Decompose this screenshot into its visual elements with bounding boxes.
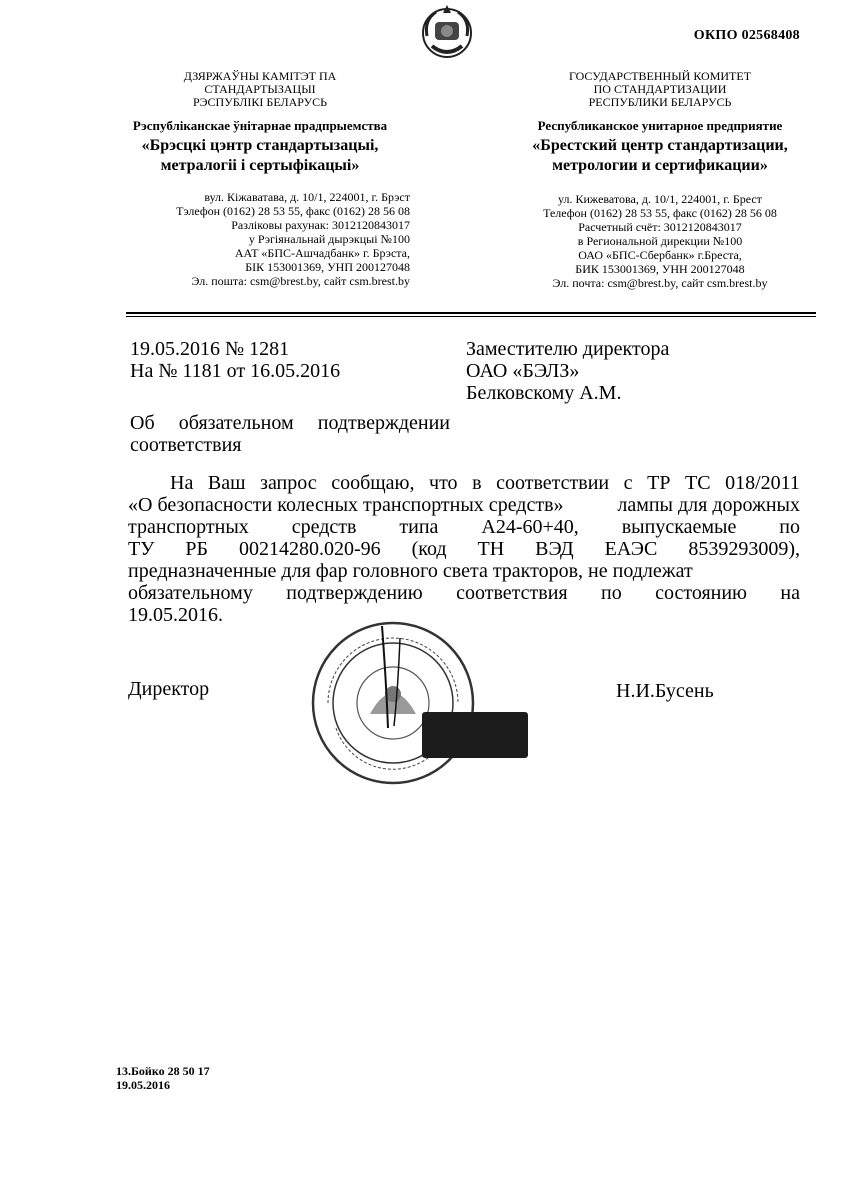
bic-line: БІК 153001369, УНП 200127048 [245, 260, 410, 274]
body-word: 00214280.020-96 [238, 538, 381, 560]
address-line: ул. Кижеватова, д. 10/1, 224001, г. Брест [558, 192, 762, 206]
bank-name-line: ААТ «БПС-Ашчадбанк» г. Брэста, [234, 246, 410, 260]
committee-name-line: ПО СТАНДАРТИЗАЦИИ [593, 82, 727, 96]
body-word: запрос [260, 472, 317, 494]
okpo-code: ОКПО 02568408 [693, 28, 800, 43]
body-word: лампы для дорожных [617, 494, 800, 516]
organization-name [110, 136, 410, 176]
body-word: ТС [685, 472, 711, 494]
body-word: предназначенные для фар головного света тракторов, не подлежат [128, 560, 693, 582]
body-word: ТН [477, 538, 505, 560]
enterprise-type: Рэспубліканскае ўнітарнае прадпрыемства [132, 118, 388, 133]
organization-name-line: «Брестский центр стандартизации, [532, 137, 788, 154]
signatory-title: Директор [128, 678, 210, 700]
body-word: 19.05.2016. [128, 604, 223, 626]
body-line [128, 472, 800, 494]
executor-note [116, 1064, 210, 1092]
body-line [128, 582, 800, 604]
phone-line: Телефон (0162) 28 53 55, факс (0162) 28 56 08 [543, 206, 777, 220]
body-word: состоянию [655, 582, 747, 604]
enterprise-type: Республиканское унитарное предприятие [537, 118, 783, 133]
letter-body [128, 472, 800, 626]
body-word: 8539293009), [688, 538, 800, 560]
body-word: ТУ [128, 538, 155, 560]
contact-block [505, 192, 815, 290]
body-line [128, 494, 800, 516]
subject-line: соответствия [130, 434, 242, 456]
body-word: А24-60+40, [481, 516, 579, 538]
organization-name [505, 136, 815, 176]
body-line [128, 516, 800, 538]
body-word: «О безопасности колесных транспортных средств» [128, 494, 564, 516]
organization-name-line: «Брэсцкі цэнтр стандартызацыі, [141, 137, 379, 154]
body-word: соответствии [496, 472, 610, 494]
committee-name-line: РЭСПУБЛІКІ БЕЛАРУСЬ [192, 95, 328, 109]
committee-name-line: ГОСУДАРСТВЕННЫЙ КОМИТЕТ [568, 69, 752, 83]
body-word: на [780, 582, 800, 604]
organization-name-line: метралогіі і сертыфікацыі» [160, 157, 360, 174]
state-emblem-icon [418, 2, 476, 62]
body-word: ЕАЭС [604, 538, 658, 560]
incoming-reference: На № 1181 от 16.05.2016 [130, 360, 341, 382]
signatory-name: Н.И.Бусень [616, 680, 714, 702]
header-belarusian [110, 70, 410, 288]
body-word: по [601, 582, 622, 604]
subject-word: Об [130, 412, 155, 434]
body-word: Ваш [207, 472, 246, 494]
body-word: подтверждению [286, 582, 423, 604]
bank-branch-line: у Рэгіянальнай дырэкцыі №100 [248, 232, 410, 246]
phone-line: Тэлефон (0162) 28 53 55, факс (0162) 28 56 08 [176, 204, 410, 218]
addressee-name: Белковскому А.М. [466, 382, 622, 404]
contact-block [110, 190, 410, 288]
letter-subject [130, 412, 450, 456]
body-word: типа [399, 516, 439, 538]
header-russian [505, 70, 815, 290]
body-word: ТР [647, 472, 671, 494]
committee-name-line: СТАНДАРТЫЗАЦЫІ [204, 82, 316, 96]
body-word: На [170, 472, 194, 494]
body-line [128, 560, 800, 582]
body-word: РБ [185, 538, 208, 560]
body-word: с [623, 472, 633, 494]
email-line: Эл. пошта: csm@brest.by, сайт csm.brest.by [191, 274, 410, 288]
header-divider [126, 312, 816, 314]
executor-date: 19.05.2016 [116, 1078, 170, 1092]
subject-word: подтверждении [317, 412, 450, 434]
outgoing-number: 19.05.2016 № 1281 [130, 338, 290, 360]
header-divider-thin [126, 316, 816, 317]
bank-name-line: ОАО «БПС-Сбербанк» г.Бреста, [578, 248, 742, 262]
body-word: средств [291, 516, 357, 538]
body-word: в [472, 472, 482, 494]
body-word: 018/2011 [725, 472, 800, 494]
account-line: Расчетный счёт: 3012120843017 [578, 220, 742, 234]
body-line [128, 538, 800, 560]
round-stamp-icon [308, 618, 478, 788]
committee-name-line: РЕСПУБЛИКИ БЕЛАРУСЬ [588, 95, 732, 109]
subject-line [130, 412, 450, 434]
letter-reference [130, 338, 340, 382]
body-word: выпускаемые [621, 516, 737, 538]
email-line: Эл. почта: csm@brest.by, сайт csm.brest.by [552, 276, 768, 290]
seal-imprint [422, 712, 528, 758]
account-line: Разліковы рахунак: 3012120843017 [231, 218, 410, 232]
address-line: вул. Кіжаватава, д. 10/1, 224001, г. Брэст [204, 190, 410, 204]
addressee-position: Заместителю директора [466, 338, 670, 360]
body-word: соответствия [456, 582, 568, 604]
addressee-block [466, 338, 669, 404]
bank-branch-line: в Региональной дирекции №100 [577, 234, 743, 248]
body-word: транспортных [128, 516, 249, 538]
body-word: обязательному [128, 582, 253, 604]
addressee-company: ОАО «БЭЛЗ» [466, 360, 580, 382]
committee-name-line: ДЗЯРЖАЎНЫ КАМІТЭТ ПА [183, 69, 337, 83]
body-word: ВЭД [535, 538, 574, 560]
organization-name-line: метрологии и сертификации» [552, 157, 768, 174]
bic-line: БИК 153001369, УНН 200127048 [575, 262, 745, 276]
subject-word: обязательном [178, 412, 294, 434]
body-word: (код [411, 538, 447, 560]
body-word: что [429, 472, 458, 494]
executor-line: 13.Бойко 28 50 17 [116, 1064, 210, 1078]
body-word: сообщаю, [331, 472, 415, 494]
body-word: по [779, 516, 800, 538]
